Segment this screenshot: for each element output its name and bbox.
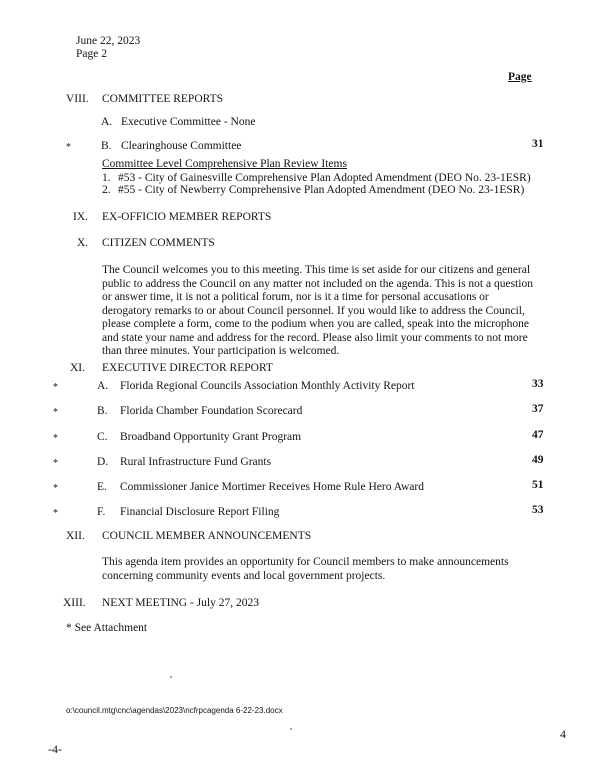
announcements-paragraph: This agenda item provides an opportunity for Council members to make announcements concerning community events and local government projects. bbox=[102, 556, 509, 582]
item-viii-b-page: 31 bbox=[532, 138, 544, 150]
item-xi-e-page: 51 bbox=[532, 479, 544, 491]
header-page: Page 2 bbox=[76, 48, 107, 60]
review-item-1-num: 1. bbox=[102, 172, 111, 184]
item-xi-c-letter: C. bbox=[97, 431, 108, 443]
section-ix-title: EX-OFFICIO MEMBER REPORTS bbox=[102, 211, 272, 223]
page-number-left: -4- bbox=[48, 742, 62, 756]
citizen-comments-paragraph: The Council welcomes you to this meeting. This time is set aside for our citizens and general public to address the Council on any matter not included on the agenda. This is not a question or answer time, it is not a political forum, nor is it a time for personal accusations or derogatory remarks to or about Council personnel. If you would like to address the Council, please complete a form, come to the podium when you are called, speak into the microphone and state your name and address for the record. Please also limit your comments to not more than three minutes. Your participation is welcomed. bbox=[102, 264, 533, 358]
scan-speck bbox=[170, 676, 172, 678]
item-xi-f-text: Financial Disclosure Report Filing bbox=[120, 506, 280, 518]
attachment-marker: * bbox=[53, 483, 58, 494]
section-xiii-title: NEXT MEETING - July 27, 2023 bbox=[102, 597, 259, 609]
item-xi-c-page: 47 bbox=[532, 429, 544, 441]
item-viii-a-text: Executive Committee - None bbox=[121, 116, 256, 128]
item-xi-b-page: 37 bbox=[532, 403, 544, 415]
item-xi-a-letter: A. bbox=[97, 380, 109, 392]
item-viii-b-letter: B. bbox=[101, 140, 112, 152]
item-viii-b-text: Clearinghouse Committee bbox=[121, 140, 242, 152]
item-xi-c-text: Broadband Opportunity Grant Program bbox=[120, 431, 302, 443]
section-x-numeral: X. bbox=[77, 237, 89, 249]
item-xi-b-text: Florida Chamber Foundation Scorecard bbox=[120, 405, 303, 417]
section-x-title: CITIZEN COMMENTS bbox=[102, 237, 215, 249]
page-number-right: 4 bbox=[560, 727, 566, 741]
item-viii-a-letter: A. bbox=[101, 116, 113, 128]
section-viii-numeral: VIII. bbox=[66, 93, 89, 105]
item-xi-d-text: Rural Infrastructure Fund Grants bbox=[120, 456, 272, 468]
section-xii-numeral: XII. bbox=[66, 530, 85, 542]
item-xi-d-letter: D. bbox=[97, 456, 109, 468]
section-xiii-numeral: XIII. bbox=[63, 597, 86, 609]
attachment-marker: * bbox=[53, 407, 58, 418]
item-xi-b-letter: B. bbox=[97, 405, 108, 417]
section-xi-numeral: XI. bbox=[70, 362, 86, 374]
attachment-marker: * bbox=[53, 382, 58, 393]
see-attachment-footnote: * See Attachment bbox=[66, 622, 148, 634]
item-xi-f-page: 53 bbox=[532, 504, 544, 516]
attachment-marker: * bbox=[53, 433, 58, 444]
item-xi-d-page: 49 bbox=[532, 454, 544, 466]
attachment-marker: * bbox=[53, 508, 58, 519]
item-xi-e-text: Commissioner Janice Mortimer Receives Home Rule Hero Award bbox=[120, 481, 424, 493]
page-column-label: Page bbox=[508, 71, 532, 83]
review-item-1-text: #53 - City of Gainesville Comprehensive Plan Adopted Amendment (DEO No. 23-1ESR) bbox=[118, 172, 531, 184]
header-date: June 22, 2023 bbox=[76, 35, 141, 47]
review-items-subheading: Committee Level Comprehensive Plan Review Items bbox=[102, 158, 347, 170]
section-xi-title: EXECUTIVE DIRECTOR REPORT bbox=[102, 362, 273, 374]
section-viii-title: COMMITTEE REPORTS bbox=[102, 93, 224, 105]
item-xi-e-letter: E. bbox=[97, 481, 107, 493]
item-xi-a-page: 33 bbox=[532, 378, 544, 390]
section-ix-numeral: IX. bbox=[73, 211, 89, 223]
file-path: o:\council.mtg\cnc\agendas\2023\ncfrpcagenda 6-22-23.docx bbox=[66, 706, 283, 715]
item-xi-f-letter: F. bbox=[97, 506, 106, 518]
section-xii-title: COUNCIL MEMBER ANNOUNCEMENTS bbox=[102, 530, 312, 542]
attachment-marker: * bbox=[66, 142, 71, 153]
item-xi-a-text: Florida Regional Councils Association Monthly Activity Report bbox=[120, 380, 415, 392]
scan-speck bbox=[290, 728, 292, 730]
review-item-2-num: 2. bbox=[102, 184, 111, 196]
attachment-marker: * bbox=[53, 458, 58, 469]
review-item-2-text: #55 - City of Newberry Comprehensive Plan Adopted Amendment (DEO No. 23-1ESR) bbox=[118, 184, 525, 196]
